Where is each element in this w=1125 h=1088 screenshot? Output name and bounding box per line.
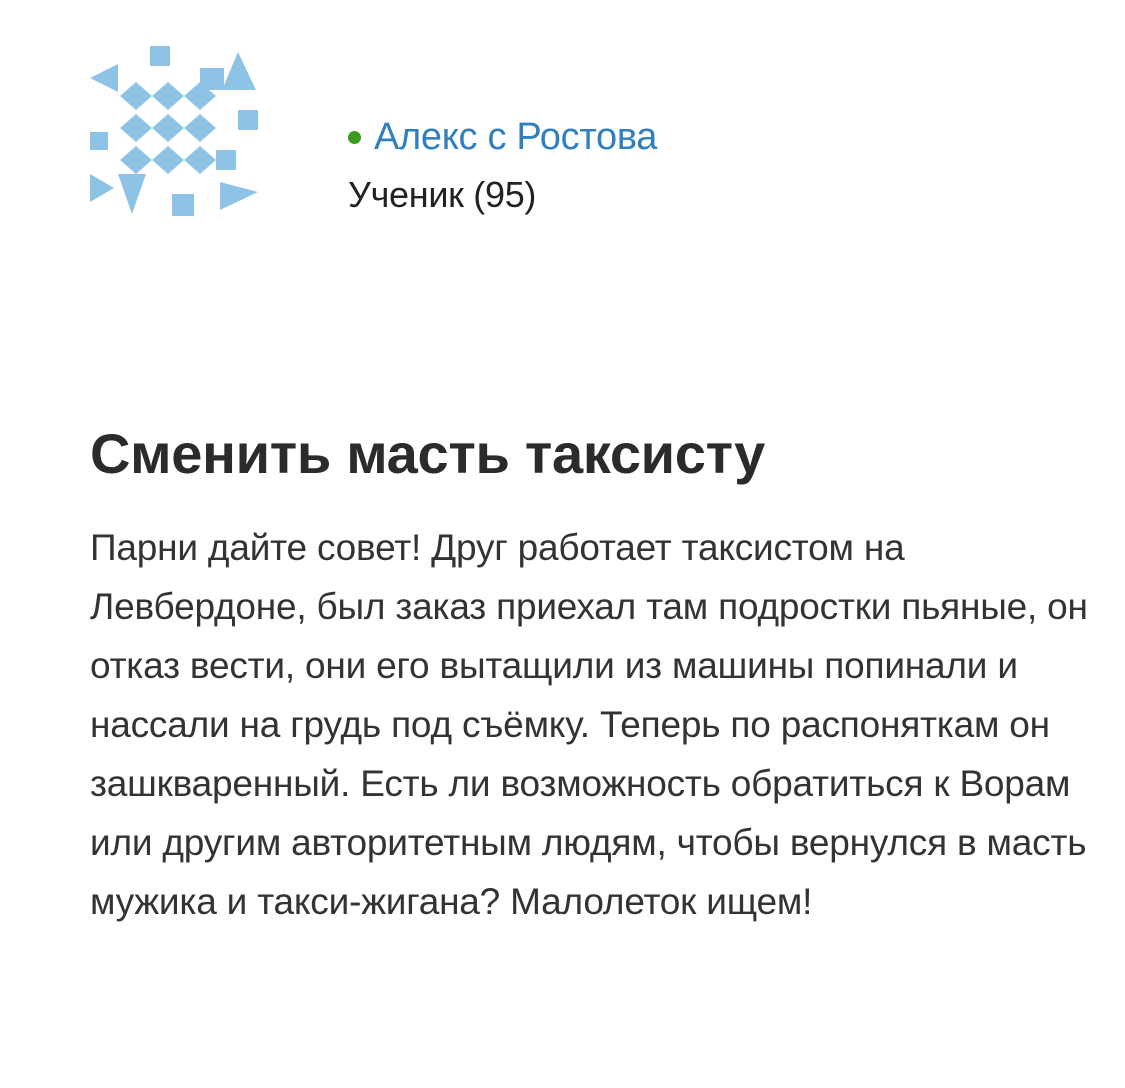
user-avatar[interactable] [88, 42, 264, 218]
user-name-link[interactable]: Алекс с Ростова [374, 116, 658, 158]
identicon-pattern [90, 46, 258, 216]
online-status-icon [348, 131, 361, 144]
question-title: Сменить масть таксисту [90, 422, 765, 485]
question-body: Парни дайте совет! Друг работает таксистом на Левбердоне, был заказ приехал там подростки пьяные, он отказ вести, они его вытащили из машины попинали и нассали на грудь под съёмку. Теперь по распоняткам он зашкваренный. Есть ли возможность обратиться к Ворам или другим авторитетным людям, чтобы вернулся в масть мужика и такси-жигана? Малолеток ищем! [90, 527, 1088, 922]
user-info [348, 112, 657, 220]
user-rank: Ученик (95) [348, 174, 537, 215]
user-name-row [348, 112, 657, 162]
